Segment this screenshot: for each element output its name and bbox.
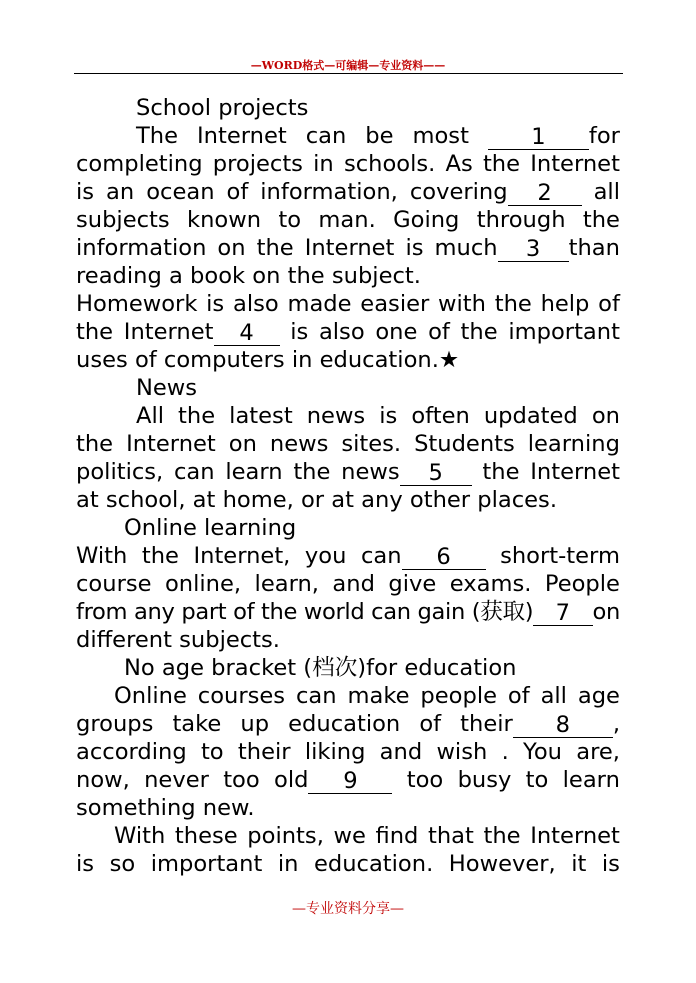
blank-4[interactable]: 4 [214,321,280,346]
word: also [232,291,279,317]
text-line [76,346,620,374]
word: news [269,431,329,457]
text-line [76,738,620,766]
text-line [76,318,620,346]
word: to [200,739,224,765]
word: is [405,235,424,261]
text-line [76,626,620,654]
word: the [256,235,294,261]
word: can [295,683,337,709]
word: too [406,767,444,793]
word: make [347,683,410,709]
word: schools. [343,151,436,177]
word: their [460,711,513,737]
text-line [76,262,620,290]
word: the [482,151,521,177]
word: one [375,319,418,345]
word: through [476,207,566,233]
word: information, [260,179,398,205]
word: politics, [76,459,164,485]
text-line [76,206,620,234]
text-line [76,598,620,626]
word: the [582,207,620,233]
word: Internet [304,235,395,261]
word: easier [360,291,430,317]
section-heading [76,94,620,122]
word: old [274,767,309,793]
word: up [240,711,270,737]
word: the [494,291,532,317]
word: can [305,123,347,149]
text-line [76,150,620,178]
blank-9[interactable]: 9 [308,769,392,794]
word: , [612,711,620,737]
word: their [237,739,291,765]
word: School projects [136,95,309,121]
word: The [136,123,179,149]
text-line [76,850,620,878]
word: too [223,767,260,793]
word: exams. [449,571,532,597]
word: of [226,179,249,205]
word: uses of computers in education.★ [76,347,460,373]
word: the [460,319,498,345]
word: of [419,711,442,737]
word: in [277,851,299,877]
word: news [341,459,400,485]
word: help [540,291,590,317]
word: man. [318,207,376,233]
blank-6[interactable]: 6 [402,545,486,570]
word: is [76,851,95,877]
word: so [109,851,136,877]
word: News [136,375,198,401]
word: important [508,319,620,345]
word: give [388,571,437,597]
word: now, [76,767,130,793]
word: wish [436,739,488,765]
word: to [525,767,549,793]
word: Internet [126,431,216,457]
word: made [287,291,352,317]
blank-2[interactable]: 2 [508,181,582,206]
text-line [76,542,620,570]
word: we [333,823,366,849]
word: the [178,403,216,429]
word: of [507,683,530,709]
word: updated [483,403,578,429]
word: according [76,739,187,765]
word: completing [76,151,203,177]
word: it [571,851,587,877]
word: also [318,319,365,345]
word: are, [576,739,620,765]
word: the [76,431,114,457]
word: can [173,459,215,485]
blank-1[interactable]: 1 [488,125,589,150]
word: liking [304,739,366,765]
word: courses [197,683,286,709]
text-line [76,794,620,822]
word: Internet [530,151,620,177]
word: Internet, [193,543,291,569]
word: and [332,571,375,597]
word: people [420,683,497,709]
text-line [76,458,620,486]
word: the [141,543,179,569]
word: something new. [76,795,255,821]
page-header: —WORD格式—可编辑—专业资料—— [250,59,446,72]
word: ocean [146,179,215,205]
text-line [76,570,620,598]
word: Homework [76,291,198,317]
word: Students [414,431,515,457]
text-line [76,710,620,738]
word: education [288,711,401,737]
section-heading [76,654,620,682]
word: than [568,235,620,261]
word: As [445,151,473,177]
word: is [290,319,309,345]
word: learn [562,767,620,793]
blank-3[interactable]: 3 [498,237,569,262]
word: for [588,123,620,149]
word: from any part of the world can gain (获取) [76,599,534,625]
word: and [379,739,423,765]
word: in [313,151,334,177]
word: of [428,319,450,345]
text-line [76,822,620,850]
word: news [306,403,366,429]
word: subjects [76,207,170,233]
word: Online learning [124,515,297,541]
word: the [76,319,114,345]
text-line [76,234,620,262]
text-line [76,682,620,710]
word: All [136,403,165,429]
word: these [174,823,238,849]
text-line [76,486,620,514]
word: Online [114,683,187,709]
word: is [379,403,398,429]
blank-8[interactable]: 8 [513,713,613,738]
word: learning [527,431,620,457]
word: on [217,235,246,261]
word: online, [164,571,242,597]
word: on [228,431,257,457]
word: learn, [254,571,319,597]
word: reading a book on the subject. [76,263,421,289]
word: sites. [341,431,402,457]
word: short-term [500,543,620,569]
text-line [76,766,620,794]
text-line [76,290,620,318]
word: of [598,291,620,317]
word: Internet [530,459,620,485]
text-line [76,178,620,206]
word: different subjects. [76,627,280,653]
word: learn [225,459,283,485]
word: with [438,291,486,317]
word: People [544,571,620,597]
word: all [593,179,620,205]
word: the [293,459,331,485]
text-line [76,430,620,458]
word: on [591,403,620,429]
word: busy [457,767,512,793]
word: With [114,823,166,849]
section-heading [76,514,620,542]
word: be [365,123,394,149]
word: much [434,235,498,261]
word: that [428,823,474,849]
word: latest [229,403,293,429]
word: the [483,823,521,849]
page-footer: —专业资料分享— [292,901,404,917]
word: never [144,767,209,793]
word: Internet [123,319,214,345]
word: information [76,235,207,261]
word: on [592,599,620,625]
word: However, [448,851,556,877]
word: is [76,179,95,205]
word: projects [212,151,303,177]
word: an [106,179,135,205]
word: . [501,739,509,765]
word: is [601,851,620,877]
word: You [523,739,562,765]
word: to [278,207,302,233]
word: education. [313,851,434,877]
word: Going [393,207,460,233]
word: age [577,683,620,709]
word: most [412,123,469,149]
word: Internet [197,123,287,149]
word: is [206,291,225,317]
section-heading [76,374,620,402]
word: you [304,543,347,569]
document-body [76,94,620,878]
header-rule [74,73,623,74]
word: all [540,683,567,709]
word: course [76,571,152,597]
word: covering [409,179,508,205]
word: No age bracket (档次)for education [124,655,517,681]
text-line [76,122,620,150]
word: take [172,711,222,737]
word: important [150,851,263,877]
word: find [375,823,419,849]
word: often [411,403,470,429]
word: known [187,207,262,233]
text-line [76,402,620,430]
word: With [76,543,128,569]
blank-7[interactable]: 7 [533,601,592,626]
word: Internet [530,823,620,849]
word: points, [247,823,324,849]
word: can [360,543,402,569]
word: at school, at home, or at any other places. [76,487,557,513]
word: the [482,459,520,485]
word: groups [76,711,154,737]
blank-5[interactable]: 5 [400,461,472,486]
